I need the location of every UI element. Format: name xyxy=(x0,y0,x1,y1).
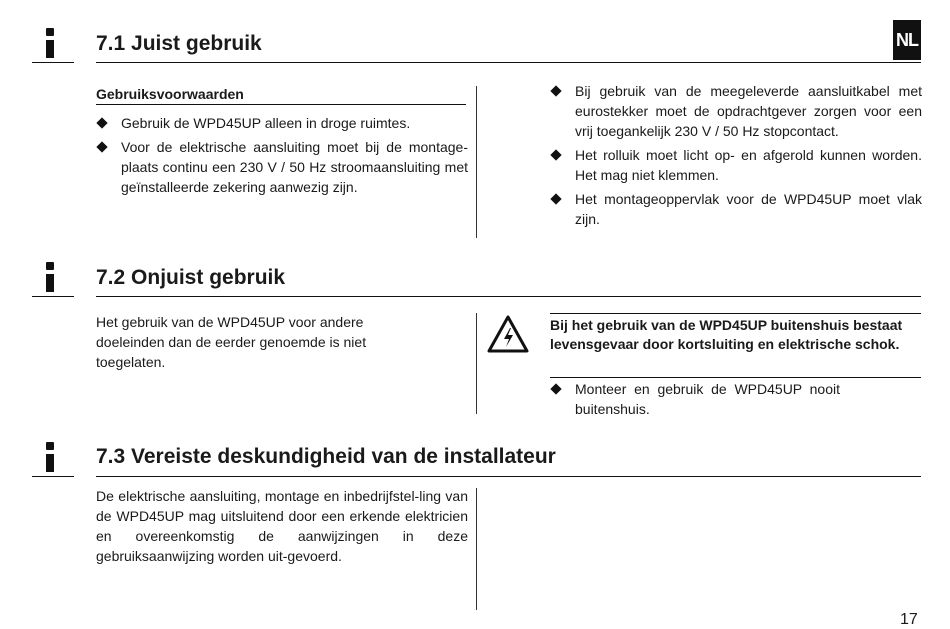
column-divider xyxy=(476,488,477,610)
warning-title: Bij het gebruik van de WPD45UP buitenshuis bestaat levensgevaar door kortsluiting en elektrische schok. xyxy=(550,317,903,352)
warning-list xyxy=(550,379,840,423)
info-icon xyxy=(40,262,60,292)
diamond-bullet-icon xyxy=(550,193,561,204)
installer-qualification-paragraph: De elektrische aansluiting, montage en inbedrijfstel-ling van de WPD45UP mag uitsluitend door een erkende elektricien en overeenkomstig de aanwijzingen in deze gebruiksaanwijzing worden uit-gevoerd. xyxy=(96,488,468,564)
diamond-bullet-icon xyxy=(550,85,561,96)
list-item: Monteer en gebruik de WPD45UP nooit buitenshuis. xyxy=(550,379,840,419)
list-item: Voor de elektrische aansluiting moet bij de montage-plaats continu een 230 V / 50 Hz stroomaansluiting met geïnstalleerde zekering aanwezig zijn. xyxy=(96,137,468,197)
diamond-bullet-icon xyxy=(96,117,107,128)
diamond-bullet-icon xyxy=(550,383,561,394)
page-number: 17 xyxy=(900,611,918,628)
warning-rule-bottom xyxy=(550,377,921,378)
list-item: Het rolluik moet licht op- en afgerold kunnen worden. Het mag niet klemmen. xyxy=(550,145,922,185)
diamond-bullet-icon xyxy=(96,141,107,152)
icon-underline xyxy=(32,476,74,477)
usage-conditions-list-left xyxy=(96,113,468,201)
electric-shock-warning-icon xyxy=(486,314,530,354)
section-title-7-2: 7.2 Onjuist gebruik xyxy=(96,266,286,289)
section-title-7-3: 7.3 Vereiste deskundigheid van de installateur xyxy=(96,445,556,468)
warning-rule-top xyxy=(550,313,921,314)
info-icon xyxy=(40,28,60,58)
section-rule xyxy=(96,296,921,297)
misuse-paragraph: Het gebruik van de WPD45UP voor andere doeleinden dan de eerder genoemde is niet toegelaten. xyxy=(96,314,367,370)
column-divider xyxy=(476,86,477,238)
icon-underline xyxy=(32,62,74,63)
language-badge: NL xyxy=(893,20,921,60)
section-title-7-1: 7.1 Juist gebruik xyxy=(96,32,262,55)
section-rule xyxy=(96,62,921,63)
column-divider xyxy=(476,313,477,414)
section-rule xyxy=(96,476,921,477)
info-icon xyxy=(40,442,60,472)
list-item: Gebruik de WPD45UP alleen in droge ruimtes. xyxy=(96,113,468,133)
list-item: Het montageoppervlak voor de WPD45UP moet vlak zijn. xyxy=(550,189,922,229)
diamond-bullet-icon xyxy=(550,149,561,160)
icon-underline xyxy=(32,296,74,297)
subheading-usage-conditions: Gebruiksvoorwaarden xyxy=(96,86,244,102)
usage-conditions-list-right xyxy=(550,81,922,233)
subheading-rule xyxy=(96,104,466,105)
list-item: Bij gebruik van de meegeleverde aansluitkabel met eurostekker moet de opdrachtgever zorgen voor een vrij toegankelijk 230 V / 50 Hz stopcontact. xyxy=(550,81,922,141)
